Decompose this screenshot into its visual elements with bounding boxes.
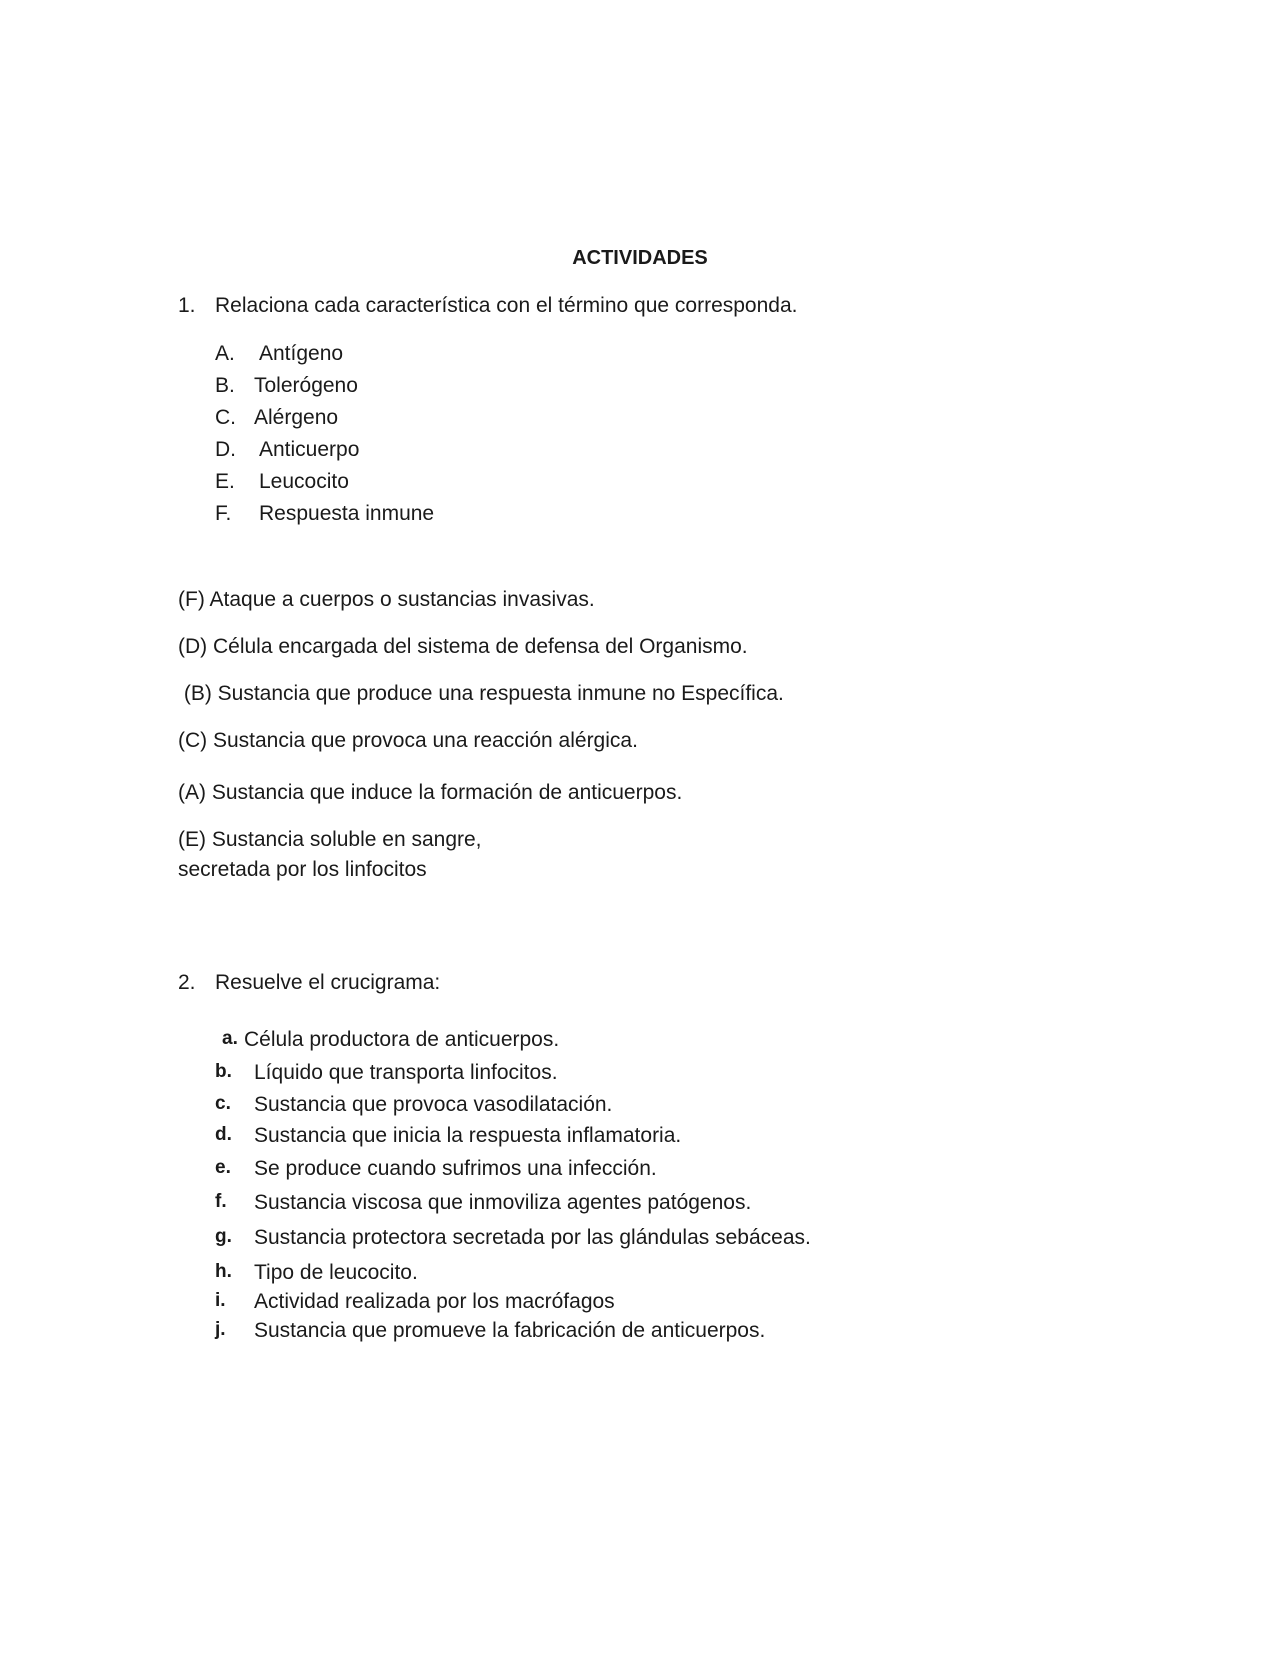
clue-text: Sustancia que inicia la respuesta inflamatoria. (254, 1124, 682, 1147)
clue-letter: i. (215, 1290, 226, 1311)
answer-line: secretada por los linfocitos (178, 858, 427, 881)
question-prompt: Resuelve el crucigrama: (215, 971, 441, 994)
clue-text: Sustancia que promueve la fabricación de anticuerpos. (254, 1319, 766, 1342)
clue-letter: j. (215, 1319, 226, 1340)
term-letter: A. (215, 342, 235, 365)
term-text: Anticuerpo (259, 438, 360, 461)
clue-letter: d. (215, 1124, 232, 1145)
term-letter: B. (215, 374, 235, 397)
clue-text: Sustancia que provoca vasodilatación. (254, 1093, 613, 1116)
clue-letter: g. (215, 1226, 232, 1247)
clue-text: Se produce cuando sufrimos una infección. (254, 1157, 657, 1180)
clue-text: Célula productora de anticuerpos. (244, 1028, 560, 1051)
term-letter: F. (215, 502, 232, 525)
question-number: 2. (178, 971, 196, 994)
clue-letter: f. (215, 1191, 227, 1212)
question-number: 1. (178, 294, 196, 317)
clue-text: Tipo de leucocito. (254, 1261, 418, 1284)
answer-line: (B) Sustancia que produce una respuesta inmune no Específica. (178, 682, 784, 705)
clue-letter: e. (215, 1157, 231, 1178)
question-prompt: Relaciona cada característica con el término que corresponda. (215, 294, 798, 317)
answer-line: (F) Ataque a cuerpos o sustancias invasivas. (178, 588, 595, 611)
term-text: Respuesta inmune (259, 502, 435, 525)
term-text: Antígeno (259, 342, 344, 365)
page-title: ACTIVIDADES (572, 247, 708, 269)
term-text: Leucocito (259, 470, 349, 493)
term-letter: C. (215, 406, 236, 429)
clue-text: Líquido que transporta linfocitos. (254, 1061, 558, 1084)
clue-text: Sustancia protectora secretada por las glándulas sebáceas. (254, 1226, 811, 1249)
clue-text: Actividad realizada por los macrófagos (254, 1290, 615, 1313)
clue-letter: h. (215, 1261, 232, 1282)
answer-line: (C) Sustancia que provoca una reacción alérgica. (178, 729, 638, 752)
clue-letter: c. (215, 1093, 231, 1114)
answer-line: (A) Sustancia que induce la formación de anticuerpos. (178, 781, 683, 804)
term-text: Alérgeno (254, 406, 339, 429)
term-letter: D. (215, 438, 236, 461)
clue-letter: a. (222, 1028, 238, 1049)
answer-line: (E) Sustancia soluble en sangre, (178, 828, 482, 851)
term-letter: E. (215, 470, 235, 493)
clue-text: Sustancia viscosa que inmoviliza agentes patógenos. (254, 1191, 752, 1214)
clue-letter: b. (215, 1061, 232, 1082)
term-text: Tolerógeno (254, 374, 358, 397)
answer-line: (D) Célula encargada del sistema de defensa del Organismo. (178, 635, 748, 658)
